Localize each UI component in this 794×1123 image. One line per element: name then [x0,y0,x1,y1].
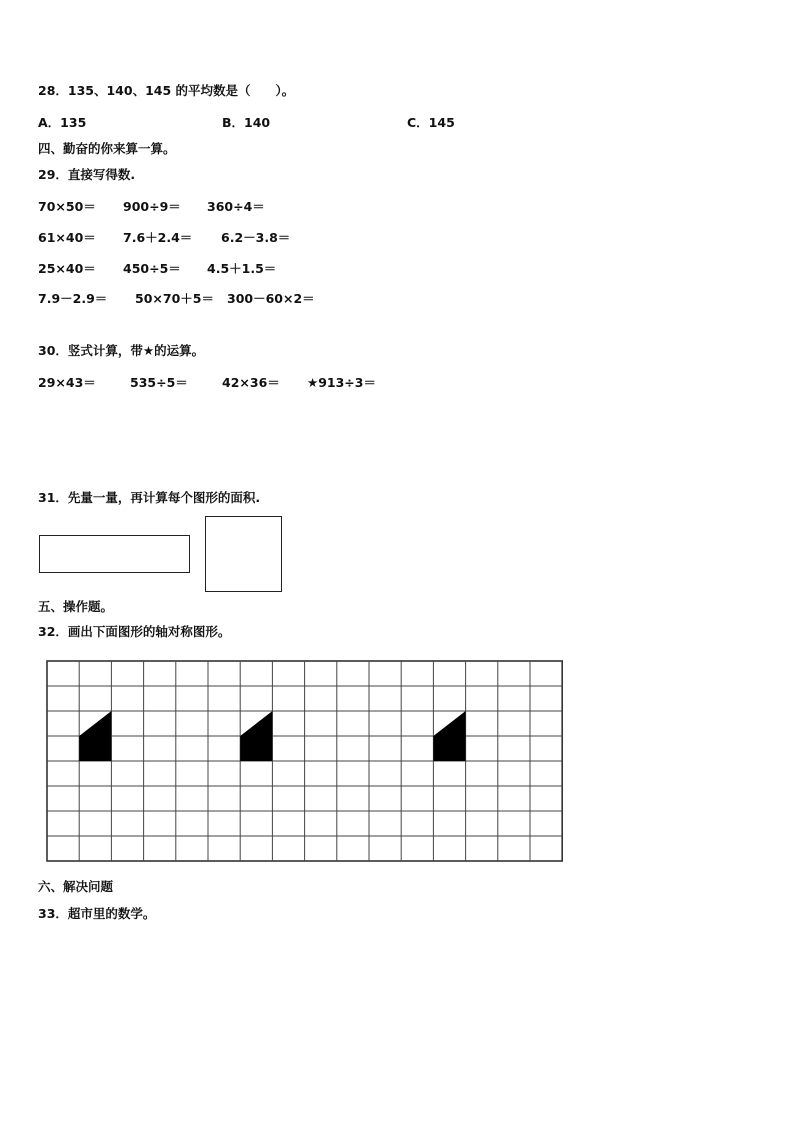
square-figure [205,516,282,592]
q28-option-b: B．140 [222,115,271,130]
q32-stem: 32．画出下面图形的轴对称图形。 [38,624,231,639]
q30-item-4: ★913÷3＝ [307,375,376,390]
q30-stem: 30．竖式计算，带★的运算。 [38,343,205,358]
shaded-trapezoid-shape [79,711,111,761]
q29-r2-c2: 7.6＋2.4＝ [123,230,193,245]
q29-r3-c1: 25×40＝ [38,261,96,276]
q29-r2-c1: 61×40＝ [38,230,96,245]
shaded-trapezoid-shape [240,711,272,761]
q29-stem: 29．直接写得数. [38,167,136,182]
q29-r4-c2: 50×70＋5＝ [135,291,214,306]
q33-stem: 33．超市里的数学。 [38,906,156,921]
q29-r2-c3: 6.2－3.8＝ [221,230,291,245]
rectangle-figure [39,535,190,573]
q28-stem: 28．135、140、145 的平均数是（ ）。 [38,83,295,98]
q28-option-c: C．145 [407,115,455,130]
q29-r1-c1: 70×50＝ [38,199,96,214]
shaded-trapezoid-shape [433,711,465,761]
section-6-title: 六、解决问题 [38,879,114,894]
q29-r1-c3: 360÷4＝ [207,199,265,214]
q29-r4-c3: 300－60×2＝ [227,291,315,306]
square-grid [46,660,566,866]
q31-stem: 31．先量一量，再计算每个图形的面积. [38,490,261,505]
q29-r3-c3: 4.5＋1.5＝ [207,261,277,276]
q28-option-a: A．135 [38,115,87,130]
section-5-title: 五、操作题。 [38,599,114,614]
q29-r4-c1: 7.9－2.9＝ [38,291,108,306]
q29-r1-c2: 900÷9＝ [123,199,181,214]
q30-item-2: 535÷5＝ [130,375,188,390]
q29-r3-c2: 450÷5＝ [123,261,181,276]
section-4-title: 四、勤奋的你来算一算。 [38,141,176,156]
q30-item-1: 29×43＝ [38,375,96,390]
q30-item-3: 42×36＝ [222,375,280,390]
